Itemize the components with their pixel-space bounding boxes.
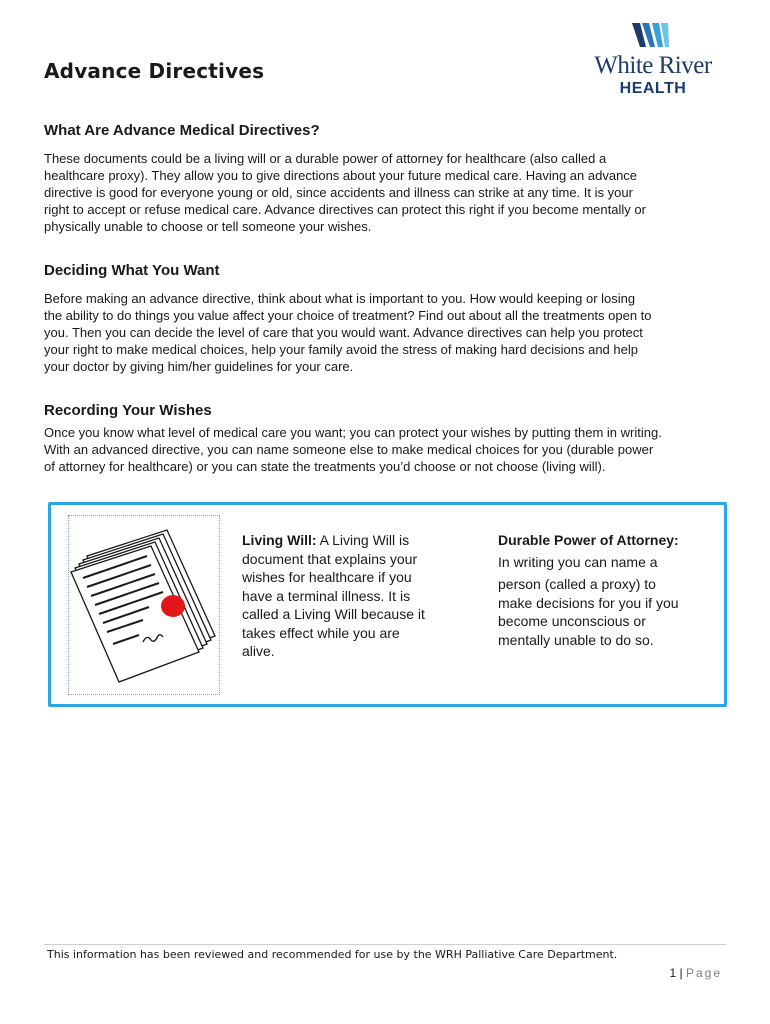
body-line: the ability to do things you value affect your choice of treatment? Find out about all the treatments open to xyxy=(44,308,652,323)
body-line: physically unable to choose or tell someone your wishes. xyxy=(44,219,372,234)
footer-divider xyxy=(44,944,726,945)
living-will-term: Living Will: xyxy=(242,532,317,548)
section-heading-recording: Recording Your Wishes xyxy=(44,402,212,419)
page-separator: | xyxy=(679,966,683,980)
durable-poa-line: mentally unable to do so. xyxy=(498,631,654,648)
durable-poa-description xyxy=(498,531,716,649)
logo-subtitle: HEALTH xyxy=(619,80,687,97)
body-line: your right to make medical choices, help your family avoid the stress of making hard decisions and help xyxy=(44,342,638,357)
logo-name: White River xyxy=(594,52,712,79)
living-will-description xyxy=(242,531,452,661)
page-number xyxy=(669,966,722,980)
durable-poa-line: In writing you can name a xyxy=(498,553,658,570)
page-label: Page xyxy=(685,966,722,980)
white-river-health-logo xyxy=(580,20,726,102)
section-body-recording xyxy=(44,424,728,475)
durable-poa-line: become unconscious or xyxy=(498,613,646,629)
footer-note: This information has been reviewed and recommended for use by the WRH Palliative Care Department. xyxy=(47,948,618,961)
body-line: you. Then you can decide the level of care that you would want. Advance directives can help you protect xyxy=(44,325,643,340)
section-body-deciding xyxy=(44,290,728,375)
legal-document-icon xyxy=(69,516,219,694)
section-heading-deciding: Deciding What You Want xyxy=(44,262,220,279)
body-line: Once you know what level of medical care you want; you can protect your wishes by putting them in writing. xyxy=(44,425,662,440)
body-line: of attorney for healthcare) or you can state the treatments you’d choose or not choose (living will). xyxy=(44,459,606,474)
body-line: directive is good for everyone young or old, since accidents and illness can strike at any time. It is your xyxy=(44,185,633,200)
directive-types-callout xyxy=(48,502,727,707)
page-number-value: 1 xyxy=(669,966,677,980)
living-will-line: have a terminal illness. It is xyxy=(242,587,411,604)
living-will-line: takes effect while you are xyxy=(242,624,400,641)
document-title: Advance Directives xyxy=(44,59,265,83)
body-line: With an advanced directive, you can name someone else to make medical choices for you (durable power xyxy=(44,442,654,457)
living-will-line: A Living Will is xyxy=(316,532,410,548)
body-line: Before making an advance directive, think about what is important to you. How would keeping or losing xyxy=(44,291,636,306)
body-line: These documents could be a living will or a durable power of attorney for healthcare (also called a xyxy=(44,151,607,166)
durable-poa-line: make decisions for you if you xyxy=(498,594,679,611)
illustration-frame xyxy=(68,515,220,695)
durable-poa-term: Durable Power of Attorney: xyxy=(498,532,679,548)
living-will-line: alive. xyxy=(242,643,275,659)
living-will-line: document that explains your xyxy=(242,550,418,567)
living-will-line: called a Living Will because it xyxy=(242,606,425,622)
living-will-line: wishes for healthcare if you xyxy=(242,569,412,585)
section-heading-what-are: What Are Advance Medical Directives? xyxy=(44,122,320,139)
durable-poa-line: person (called a proxy) to xyxy=(498,576,656,592)
wrh-logo-icon xyxy=(630,20,674,50)
body-line: healthcare proxy). They allow you to give directions about your future medical care. Having an advance xyxy=(44,168,638,183)
body-line: your doctor by giving him/her guidelines for your care. xyxy=(44,359,354,374)
section-body-what-are xyxy=(44,150,728,235)
body-line: right to accept or refuse medical care. Advance directives can protect this right if you become mentally or xyxy=(44,202,646,217)
